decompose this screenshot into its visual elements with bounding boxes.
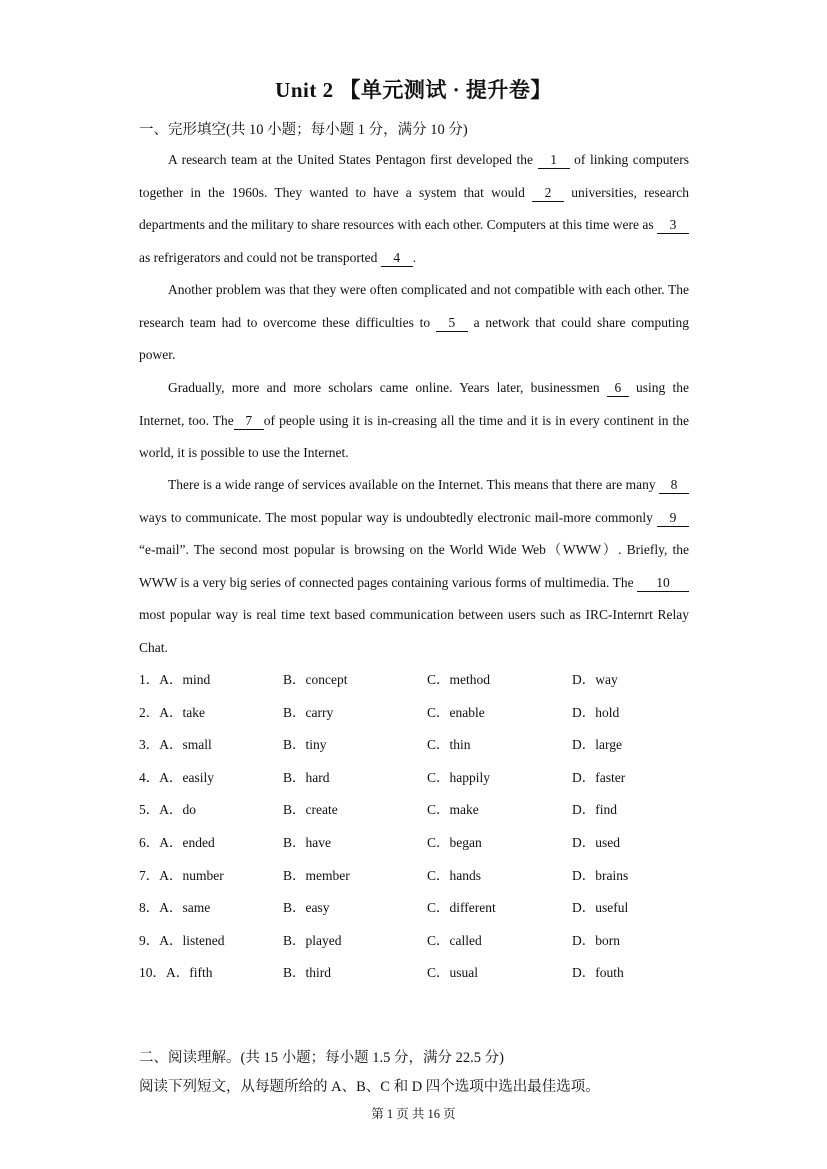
option-c: C．different (427, 900, 496, 916)
option-d: D．hold (572, 704, 620, 720)
option-a: 5．A．do (139, 802, 196, 818)
section-2-instruction: 阅读下列短文，从每题所给的 A、B、C 和 D 四个选项中选出最佳选项。 (139, 1079, 600, 1095)
option-a: 7．A．number (139, 867, 224, 883)
option-b: B．concept (283, 672, 348, 687)
option-a: 6．A．ended (139, 834, 215, 850)
option-row (139, 794, 699, 827)
passage-paragraph-2: Another problem was that they were often complicated and not compatible with each other. The research team had to overcome these difficulties to 5 a network that could share computing power. (139, 282, 689, 362)
option-row (139, 957, 699, 990)
blank-4: 4 (381, 250, 413, 267)
option-row (139, 925, 699, 958)
option-b: B．carry (283, 704, 334, 720)
page-footer: 第 1 页 共 16 页 (371, 1107, 456, 1121)
option-a: 9．A．listened (139, 932, 225, 948)
option-c: C．usual (427, 965, 479, 981)
blank-8: 8 (659, 477, 689, 494)
option-d: D．faster (572, 769, 626, 785)
passage-paragraph-1: A research team at the United States Pentagon first developed the 1 of linking computers together in the 1960s. They wanted to have a system that would 2 universities, research departments and the military to share resources with each other. Computers at this time were as 3 as refrigerators and could not be transported 4 . (139, 152, 689, 265)
section-2-heading: 二、阅读理解。(共 15 小题；每小题 1.5 分，满分 22.5 分) (139, 1050, 504, 1066)
blank-5: 5 (436, 315, 468, 332)
option-d: D．used (572, 834, 620, 850)
option-b: B．third (283, 965, 332, 981)
option-a: 4．A．easily (139, 769, 214, 785)
option-c: C．hands (427, 867, 481, 883)
page-title: Unit 2 【单元测试 · 提升卷】 (275, 78, 552, 102)
option-a: 2．A．take (139, 704, 205, 720)
option-c: C．method (427, 672, 490, 687)
option-a: 1．A．mind (139, 672, 211, 687)
option-d: D．brains (572, 867, 629, 883)
option-a: 8．A．same (139, 900, 211, 916)
option-b: B．hard (283, 769, 330, 785)
option-row (139, 729, 699, 762)
option-a: 3．A．small (139, 737, 212, 753)
option-c: C．called (427, 932, 482, 948)
option-c: C．make (427, 802, 479, 818)
passage-paragraph-3: Gradually, more and more scholars came online. Years later, businessmen 6 using the Internet, too. The 7 of people using it is in-creasing all the time and it is in every continent in the world, it is possible to use the Internet. (139, 380, 689, 460)
option-row (139, 892, 699, 925)
option-d: D．way (572, 672, 618, 687)
blank-6: 6 (607, 380, 629, 397)
blank-10: 10 (637, 575, 689, 592)
option-b: B．played (283, 932, 342, 948)
blank-9: 9 (657, 510, 689, 527)
section-1-heading: 一、完形填空(共 10 小题；每小题 1 分，满分 10 分) (139, 122, 468, 138)
option-b: B．create (283, 802, 338, 818)
option-a: 10．A．fifth (139, 965, 213, 981)
option-d: D．born (572, 932, 620, 948)
blank-2: 2 (532, 185, 564, 202)
option-row (139, 664, 699, 697)
option-b: B．member (283, 867, 350, 883)
option-d: D．fouth (572, 965, 624, 981)
option-c: C．enable (427, 704, 485, 720)
option-c: C．happily (427, 769, 490, 785)
option-d: D．large (572, 737, 622, 753)
option-c: C．thin (427, 737, 471, 753)
blank-1: 1 (538, 152, 570, 169)
blank-7: 7 (234, 413, 264, 430)
blank-3: 3 (657, 217, 689, 234)
option-d: D．useful (572, 900, 629, 916)
option-row (139, 860, 699, 893)
passage-paragraph-4: There is a wide range of services available on the Internet. This means that there are many 8ways to communicate. The most popular way is undoubtedly electronic mail-more commonly 9 “e-mail”. The second most popular is browsing on the World Wide Web（WWW）. Briefly, the WWW is a very big series of connected pages containing various forms of multimedia. The 10 most popular way is real time text based communication between users such as IRC-Internrt Relay Chat. (139, 477, 689, 655)
option-d: D．find (572, 802, 617, 818)
option-c: C．began (427, 834, 482, 850)
option-row (139, 762, 699, 795)
option-row (139, 697, 699, 730)
option-b: B．have (283, 834, 331, 850)
option-row (139, 827, 699, 860)
option-b: B．tiny (283, 737, 327, 753)
option-b: B．easy (283, 900, 330, 916)
answer-options (139, 664, 699, 990)
